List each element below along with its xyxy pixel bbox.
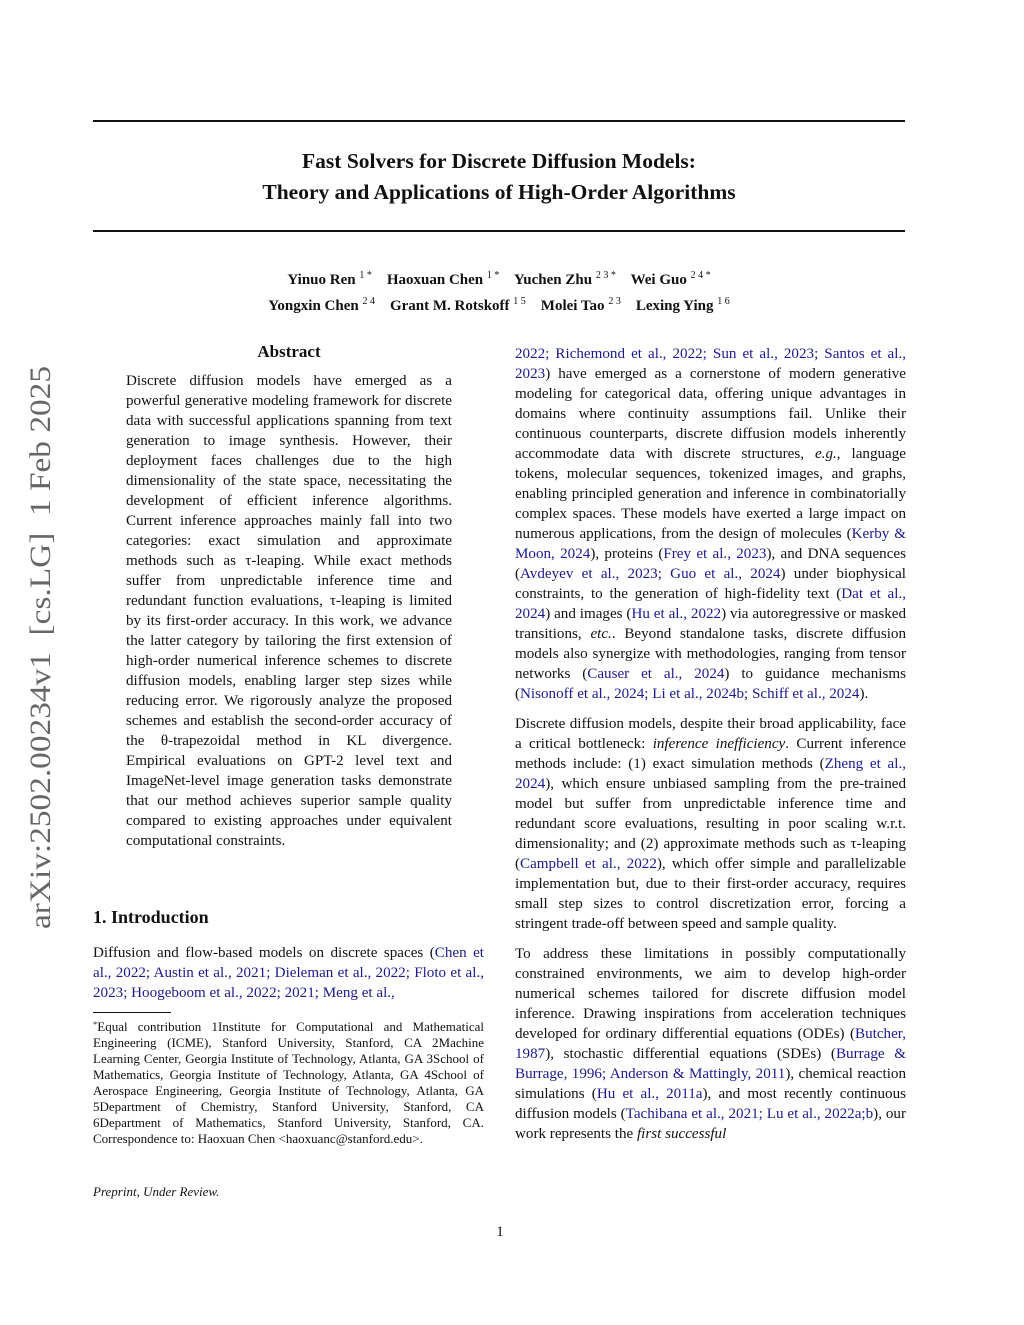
citation-link[interactable]: Zheng et al., 2024 xyxy=(515,756,906,792)
body-text: To address these limitations in possibly computationally constrained environments, we aim to develop high-order numerical schemes tailored for discrete diffusion model inference. Drawing inspirations from acceleration techniques developed for ordinary differential equations (ODEs) ( xyxy=(515,946,906,1042)
right-paragraph-3 xyxy=(515,944,906,1144)
body-text: ), and most recently continuous diffusion models ( xyxy=(515,1086,906,1122)
arxiv-stamp-text: arXiv:2502.00234v1 [cs.LG] 1 Feb 2025 xyxy=(24,422,57,929)
body-text: Discrete diffusion models, despite their broad applicability, face a critical bottleneck: xyxy=(515,716,906,752)
citation-link[interactable]: 2022; Richemond et al., 2022; Sun et al., 2023; Santos et al., 2023 xyxy=(515,346,906,382)
citation-link[interactable]: Kerby & Moon, 2024 xyxy=(515,526,906,562)
author-affiliation: 2 3 * xyxy=(595,270,616,281)
citation-link[interactable]: Hu et al., 2022 xyxy=(631,606,722,622)
citation-link[interactable]: Butcher, 1987 xyxy=(515,1026,906,1062)
body-text: . Beyond standalone tasks, discrete diffusion models also synergize with methodologies, ranging from tensor networks ( xyxy=(515,626,907,682)
author-affiliation: 2 4 * xyxy=(690,270,711,281)
author-name: Yinuo Ren xyxy=(287,272,356,288)
body-text: ), stochastic differential equations (SDEs) ( xyxy=(545,1046,836,1062)
author-affiliation: 2 4 xyxy=(362,296,375,307)
body-text: ) have emerged as a cornerstone of modern generative modeling for categorical data, offering unique advantages in domains where continuity assumptions fail. Unlike their continuous counterparts, discrete diffusion models inherently accommodate data with discrete structures, xyxy=(515,366,906,462)
citation-link[interactable]: Avdeyev et al., 2023; Guo et al., 2024 xyxy=(520,566,781,582)
page-number: 1 xyxy=(496,1224,504,1240)
citation-link[interactable]: Tachibana et al., 2021; Lu et al., 2022a;b xyxy=(625,1106,874,1122)
abstract-heading: Abstract xyxy=(257,342,321,361)
footnote xyxy=(93,1016,484,1147)
right-paragraph-1 xyxy=(515,344,906,704)
citation-link[interactable]: Hu et al., 2011a xyxy=(596,1086,703,1102)
body-text: ), our work represents the xyxy=(515,1106,906,1142)
body-text: ) via autoregressive or masked transitions, xyxy=(515,606,906,642)
intro-text: Diffusion and flow-based models on discrete spaces ( xyxy=(93,945,435,961)
author-affiliation: 2 3 xyxy=(608,296,621,307)
body-text: ), proteins ( xyxy=(590,546,664,562)
author-name: Haoxuan Chen xyxy=(386,272,484,288)
footnote-text: Equal contribution 1Institute for Computational and Mathematical Engineering (ICME), Stanford University, Stanford, CA 2Machine Learning Center, Georgia Institute of Technology, Atlanta, GA 3School of Mathematics, Georgia Institute of Technology, Atlanta, GA 4School of Aerospace Engineering, Georgia Institute of Technology, Atlanta, GA 5Department of Chemistry, Stanford University, Stanford, CA 6Department of Mathematics, Stanford University, Stanford, CA. Correspondence to: Haoxuan Chen <haoxuanc@stanford.edu>. xyxy=(93,1019,484,1146)
body-text: , language tokens, molecular sequences, tokenized images, and graphs, enabling principled generation and inference in combinatorially complex spaces. These models have exerted a large impact on numerous applications, from the design of molecules ( xyxy=(515,446,906,542)
author-affiliation: 1 * xyxy=(486,270,500,281)
body-text: ) under biophysical constraints, to the generation of high-fidelity text ( xyxy=(515,566,906,602)
footnote-rule xyxy=(93,1012,171,1013)
body-text: ) to guidance mechanisms ( xyxy=(515,666,906,702)
body-text: etc. xyxy=(590,626,612,642)
body-text: . Current inference methods include: (1) exact simulation methods ( xyxy=(515,736,906,772)
citation-link[interactable]: Dat et al., 2024 xyxy=(515,586,906,622)
author-name: Grant M. Rotskoff xyxy=(389,298,510,314)
body-text: e.g. xyxy=(814,446,837,462)
body-text: ), which ensure unbiased sampling from the pre-trained model but suffer from unpredictable inference time and redundant score evaluations, resulting in poor scaling w.r.t. dimensionality; and (2) approximate methods such as τ-leaping ( xyxy=(515,776,906,872)
body-text: first successful xyxy=(636,1126,727,1142)
citation-link[interactable]: Frey et al., 2023 xyxy=(663,546,767,562)
title-line-1: Fast Solvers for Discrete Diffusion Models: xyxy=(302,149,696,173)
title-bottom-rule xyxy=(93,230,905,232)
body-text: ) and images ( xyxy=(545,606,632,622)
preprint-note: Preprint, Under Review. xyxy=(93,1184,220,1199)
citation-link[interactable]: Burrage & Burrage, 1996; Anderson & Mattingly, 2011 xyxy=(515,1046,906,1082)
arxiv-stamp xyxy=(14,366,58,929)
author-name: Yuchen Zhu xyxy=(513,272,593,288)
right-column xyxy=(515,344,906,1144)
author-name: Yongxin Chen xyxy=(268,298,359,314)
abstract-text: Discrete diffusion models have emerged as a powerful generative modeling framework for discrete data with successful applications spanning from text generation to image synthesis. However, their deployment faces challenges due to the high dimensionality of the state space, necessitating the development of efficient inference algorithms. Current inference approaches mainly fall into two categories: exact simulation and approximate methods such as τ-leaping. While exact methods suffer from unpredictable inference time and redundant function evaluations, τ-leaping is limited by its first-order accuracy. In this work, we advance the latter category by tailoring the first extension of high-order numerical inference schemes to discrete diffusion models, enabling larger step sizes while reducing error. We rigorously analyze the proposed schemes and establish the second-order accuracy of the θ-trapezoidal method in KL divergence. Empirical evaluations on GPT-2 level text and ImageNet-level image generation tasks demonstrate that our method achieves superior sample quality compared to existing approaches under equivalent computational constraints. xyxy=(126,373,452,849)
citation-link[interactable]: Campbell et al., 2022 xyxy=(520,856,657,872)
author-line-2 xyxy=(93,291,905,317)
author-name: Molei Tao xyxy=(540,298,605,314)
author-name: Wei Guo xyxy=(630,272,687,288)
author-affiliation: 1 6 xyxy=(717,296,730,307)
author-name: Lexing Ying xyxy=(635,298,714,314)
right-paragraph-2 xyxy=(515,714,906,934)
body-text: ), and DNA sequences ( xyxy=(515,546,906,582)
intro-paragraph-1 xyxy=(93,943,484,1003)
body-text: ). xyxy=(859,686,869,702)
citation-link[interactable]: Chen et al., 2022; Austin et al., 2021; Dieleman et al., 2022; Floto et al., 2023; Hoogeboom et al., 2022; 2021; Meng et al., xyxy=(93,945,484,1001)
title-line-2: Theory and Applications of High-Order Algorithms xyxy=(262,180,736,204)
author-list xyxy=(93,265,905,317)
body-text: ), which offer simple and parallelizable implementation but, due to their first-order accuracy, requires small step sizes to control discretization error, forcing a stringent trade-off between speed and sample quality. xyxy=(515,856,906,932)
section-heading-introduction: 1. Introduction xyxy=(93,907,209,927)
author-line-1 xyxy=(93,265,905,291)
author-affiliation: 1 5 xyxy=(513,296,526,307)
paper-title xyxy=(93,146,905,208)
body-text: inference inefficiency xyxy=(652,736,786,752)
citation-link[interactable]: Causer et al., 2024 xyxy=(587,666,725,682)
citation-link[interactable]: Nisonoff et al., 2024; Li et al., 2024b; Schiff et al., 2024 xyxy=(520,686,860,702)
author-affiliation: 1 * xyxy=(359,270,372,281)
body-text: ), chemical reaction simulations ( xyxy=(515,1066,906,1102)
title-top-rule xyxy=(93,120,905,122)
footnote-mark: * xyxy=(93,1019,98,1029)
